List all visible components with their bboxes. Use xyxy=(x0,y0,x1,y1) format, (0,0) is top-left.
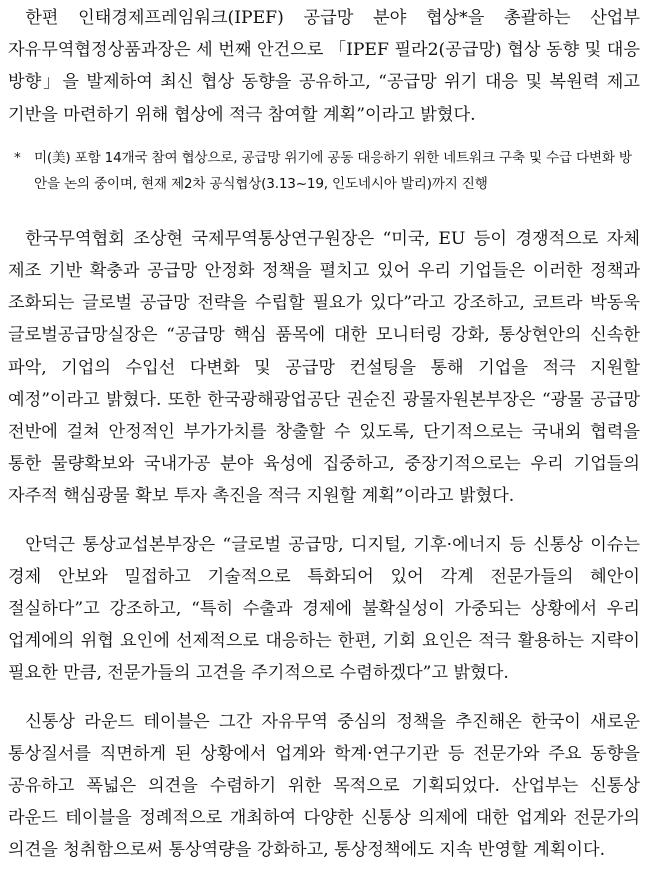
paragraph-round-table: 신통상 라운드 테이블은 그간 자유무역 중심의 정책을 추진해온 한국이 새로운 통상질서를 직면하게 된 상황에서 업계와 학계·연구기관 등 전문가와 주요 동향을 공유하고 폭넓은 의견을 수렴하기 위한 목적으로 기획되었다. 산업부는 신통상 라운드 테이블을 정례적으로 개최하여 다양한 신통상 의제에 대한 업계와 전문가의 의견을 청취함으로써 통상역량을 강화하고, 통상정책에도 지속 반영할 계획이다. xyxy=(8,711,640,861)
paragraph-ipef-negotiation: 한편 인태경제프레임워크(IPEF) 공급망 분야 협상*을 총괄하는 산업부 자유무역협정상품과장은 세 번째 안건으로 「IPEF 필라2(공급망) 협상 동향 및 대응 방향」을 발제하여 최신 협상 동향을 공유하고, “공급망 위기 대응 및 복원력 제고 기반을 마련하기 위해 협상에 적극 참여할 계획”이라고 밝혔다. xyxy=(8,8,640,125)
paragraph-trade-minister: 안덕근 통상교섭본부장은 “글로벌 공급망, 디지털, 기후·에너지 등 신통상 이슈는 경제 안보와 밀접하고 기술적으로 특화되어 있어 각계 전문가들의 혜안이 절실하다”고 강조하고, “특히 수출과 경제에 불확실성이 가중되는 상황에서 우리 업계에의 위협 요인에 선제적으로 대응하는 한편, 기회 요인은 적극 활용하는 지략이 필요한 만큼, 전문가들의 고견을 주기적으로 수렴하겠다”고 밝혔다. xyxy=(8,534,640,684)
footnote-text: 미(美) 포함 14개국 참여 협상으로, 공급망 위기에 공동 대응하기 위한 네트워크 구축 및 수급 다변화 방안을 논의 중이며, 현재 제2차 공식협상(3.13~19, 인도네시아 발리)까지 진행 xyxy=(34,149,632,192)
footnote xyxy=(8,145,640,197)
footnote-mark: * xyxy=(14,149,21,166)
paragraph-expert-remarks: 한국무역협회 조상현 국제무역통상연구원장은 “미국, EU 등이 경쟁적으로 자체 제조 기반 확충과 공급망 안정화 정책을 펼치고 있어 우리 기업들은 이러한 정책과 조화되는 글로벌 공급망 전략을 수립할 필요가 있다”라고 강조하고, 코트라 박동욱 글로벌공급망실장은 “공급망 핵심 품목에 대한 모니터링 강화, 통상현안의 신속한 파악, 기업의 수입선 다변화 및 공급망 컨설팅을 통해 기업을 적극 지원할 예정”이라고 밝혔다. 또한 한국광해광업공단 권순진 광물자원본부장은 “광물 공급망 전반에 걸쳐 안정적인 부가가치를 창출할 수 있도록, 단기적으로는 국내외 협력을 통한 물량확보와 국내가공 분야 육성에 집중하고, 중장기적으로는 우리 기업들의 자주적 핵심광물 확보 투자 촉진을 적극 지원할 계획”이라고 밝혔다. xyxy=(8,228,640,507)
